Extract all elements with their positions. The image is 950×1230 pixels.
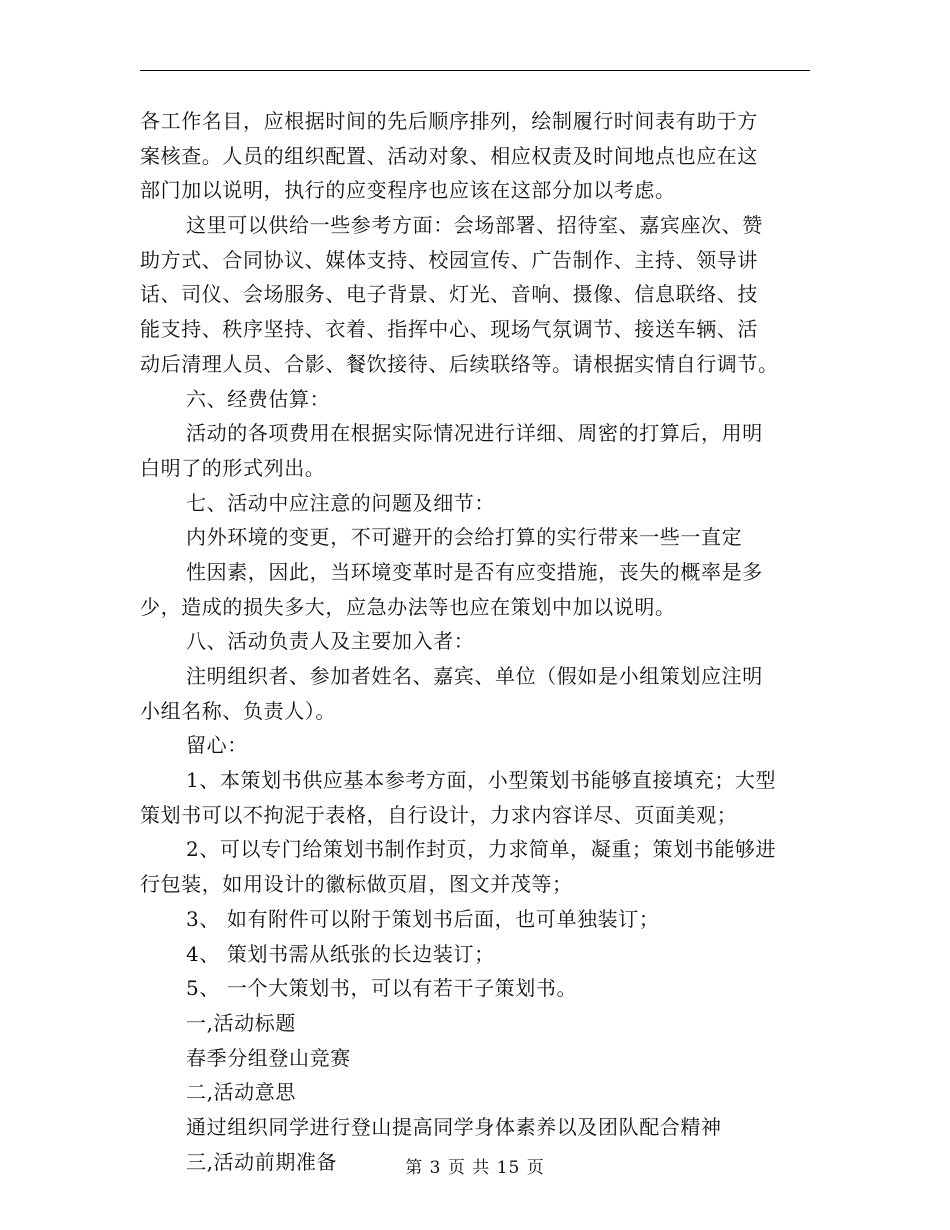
text-line: 小组名称、负责人）。 xyxy=(140,698,336,723)
text-line: 案核查。人员的组织配置、活动对象、相应权责及时间地点也应在这 xyxy=(140,143,758,168)
text-line: 各工作名目，应根据时间的先后顺序排列，绘制履行时间表有助于方 xyxy=(140,109,758,133)
text-line: 话、司仪、会场服务、电子背景、灯光、音响、摄像、信息联络、技 xyxy=(140,282,758,307)
text-line: 春季分组登山竞赛 xyxy=(186,1045,351,1070)
text-line: 2、可以专门给策划书制作封页，力求简单，凝重；策划书能够进 xyxy=(186,837,777,862)
text-line: 活动的各项费用在根据实际情况进行详细、周密的打算后，用明 xyxy=(186,421,763,446)
text-line: 部门加以说明，执行的应变程序也应该在这部分加以考虑。 xyxy=(140,178,676,203)
text-line: 5、 一个大策划书，可以有若干子策划书。 xyxy=(186,976,578,1001)
text-line: 三,活动前期准备 xyxy=(186,1149,338,1174)
text-line: 1、本策划书供应基本参考方面，小型策划书能够直接填充；大型 xyxy=(186,768,777,793)
text-line: 这里可以供给一些参考方面：会场部署、招待室、嘉宾座次、赞 xyxy=(186,213,763,238)
text-line: 少，造成的损失多大，应急办法等也应在策划中加以说明。 xyxy=(140,594,676,619)
text-line: 二,活动意思 xyxy=(186,1080,296,1105)
text-line: 六、经费估算： xyxy=(186,386,331,411)
text-line: 3、 如有附件可以附于策划书后面，也可单独装订； xyxy=(186,906,660,931)
text-line: 八、活动负责人及主要加入者： xyxy=(186,629,475,654)
text-line: 留心： xyxy=(186,733,248,758)
text-line: 内外环境的变更，不可避开的会给打算的实行带来一些一直定 xyxy=(186,525,743,550)
text-line: 七、活动中应注意的问题及细节： xyxy=(186,490,495,515)
text-line: 动后清理人员、合影、餐饮接待、后续联络等。请根据实情自行调节。 xyxy=(140,351,779,376)
text-line: 注明组织者、参加者姓名、嘉宾、单位（假如是小组策划应注明 xyxy=(186,664,763,688)
text-line: 行包装，如用设计的徽标做页眉，图文并茂等； xyxy=(140,872,573,897)
text-line: 助方式、合同协议、媒体支持、校园宣传、广告制作、主持、领导讲 xyxy=(140,247,758,272)
text-line: 一,活动标题 xyxy=(186,1010,296,1035)
text-line: 策划书可以不拘泥于表格，自行设计，力求内容详尽、页面美观； xyxy=(140,802,738,827)
document-body xyxy=(140,104,810,1179)
text-line: 通过组织同学进行登山提高同学身体素养以及团队配合精神 xyxy=(186,1114,722,1139)
text-line: 性因素，因此，当环境变革时是否有应变措施，丧失的概率是多 xyxy=(186,559,763,584)
header-rule xyxy=(140,70,810,71)
text-line: 4、 策划书需从纸张的长边装订； xyxy=(186,941,495,966)
text-line: 白明了的形式列出。 xyxy=(140,455,326,480)
page-footer: 第 3 页 共 15 页 xyxy=(405,1158,545,1178)
text-line: 能支持、秩序坚持、衣着、指挥中心、现场气氛调节、接送车辆、活 xyxy=(140,317,758,342)
